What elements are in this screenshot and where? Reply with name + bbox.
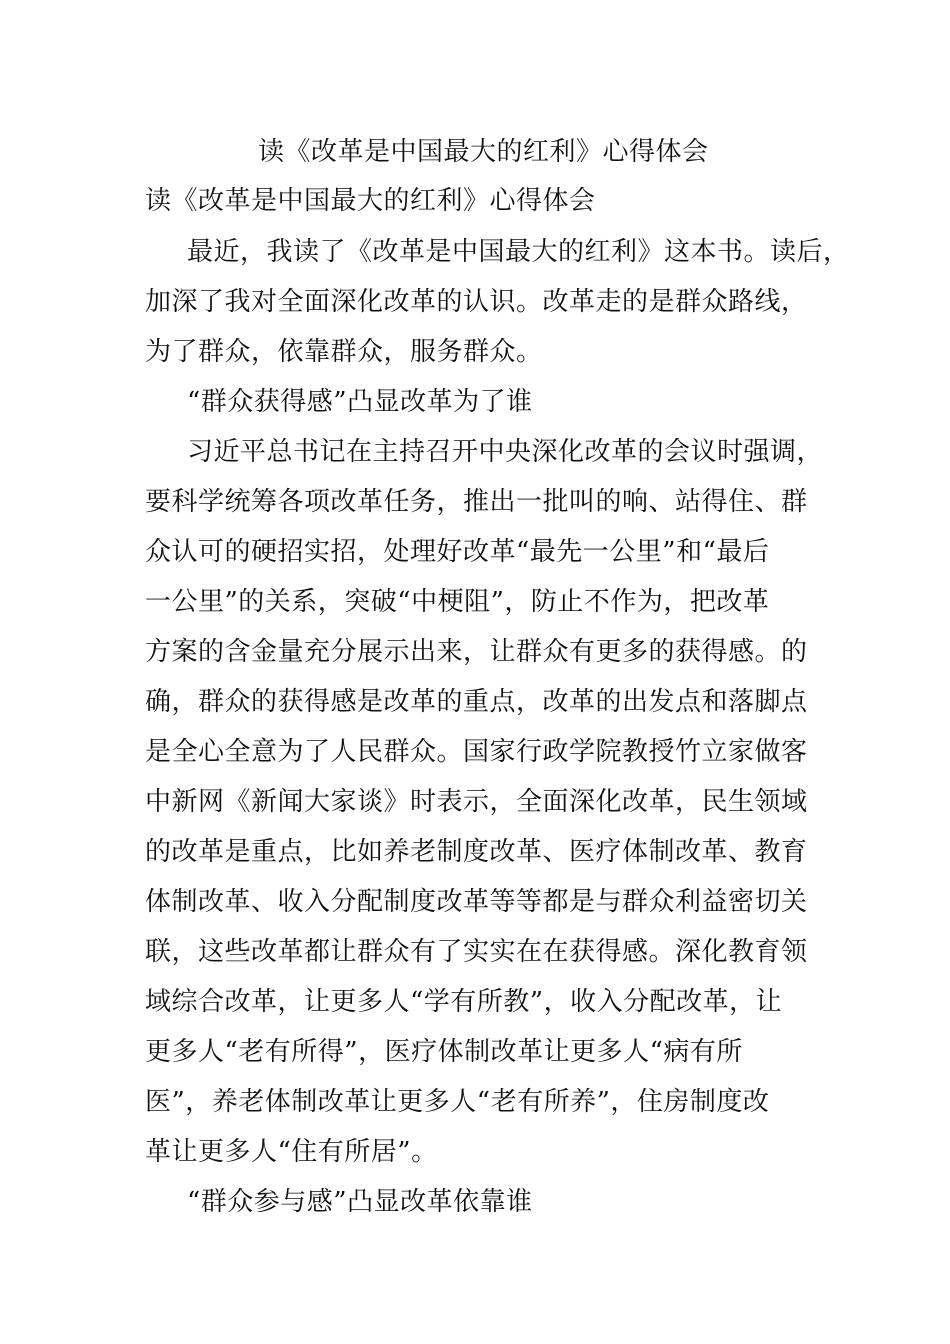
paragraph-line: 要科学统筹各项改革任务，推出一批叫的响、站得住、群 xyxy=(145,487,808,517)
paragraph-line: 确，群众的获得感是改革的重点，改革的出发点和落脚点 xyxy=(145,687,808,717)
paragraph-line: 的改革是重点，比如养老制度改革、医疗体制改革、教育 xyxy=(145,837,808,867)
paragraph-line: 为了群众，依靠群众，服务群众。 xyxy=(145,337,543,367)
paragraph-line: 是全心全意为了人民群众。国家行政学院教授竹立家做客 xyxy=(145,737,808,767)
paragraph-line: 革让更多人“住有所居”。 xyxy=(145,1137,438,1167)
paragraph-line: 一公里”的关系，突破“中梗阻”，防止不作为，把改革 xyxy=(145,587,770,617)
paragraph-line: 中新网《新闻大家谈》时表示，全面深化改革，民生领域 xyxy=(145,787,808,817)
paragraph-line: 方案的含金量充分展示出来，让群众有更多的获得感。的 xyxy=(145,637,808,667)
document-subtitle: 读《改革是中国最大的红利》心得体会 xyxy=(145,186,596,216)
paragraph-line: 体制改革、收入分配制度改革等等都是与群众利益密切关 xyxy=(145,887,808,917)
paragraph-line: 医”，养老体制改革让更多人“老有所养”，住房制度改 xyxy=(145,1087,770,1117)
paragraph-line: 加深了我对全面深化改革的认识。改革走的是群众路线， xyxy=(145,287,808,317)
section-heading: “群众获得感”凸显改革为了谁 xyxy=(187,387,533,417)
paragraph-line: 联，这些改革都让群众有了实实在在获得感。深化教育领 xyxy=(145,937,808,967)
section-heading: “群众参与感”凸显改革依靠谁 xyxy=(187,1187,533,1217)
paragraph-line: 域综合改革，让更多人“学有所教”，收入分配改革，让 xyxy=(145,987,783,1017)
paragraph-line: 习近平总书记在主持召开中央深化改革的会议时强调， xyxy=(187,437,824,467)
paragraph-line: 众认可的硬招实招，处理好改革“最先一公里”和“最后 xyxy=(145,537,770,567)
paragraph-line: 更多人“老有所得”，医疗体制改革让更多人“病有所 xyxy=(145,1037,743,1067)
paragraph-line: 最近，我读了《改革是中国最大的红利》这本书。读后， xyxy=(187,237,850,267)
document-title: 读《改革是中国最大的红利》心得体会 xyxy=(258,137,709,167)
